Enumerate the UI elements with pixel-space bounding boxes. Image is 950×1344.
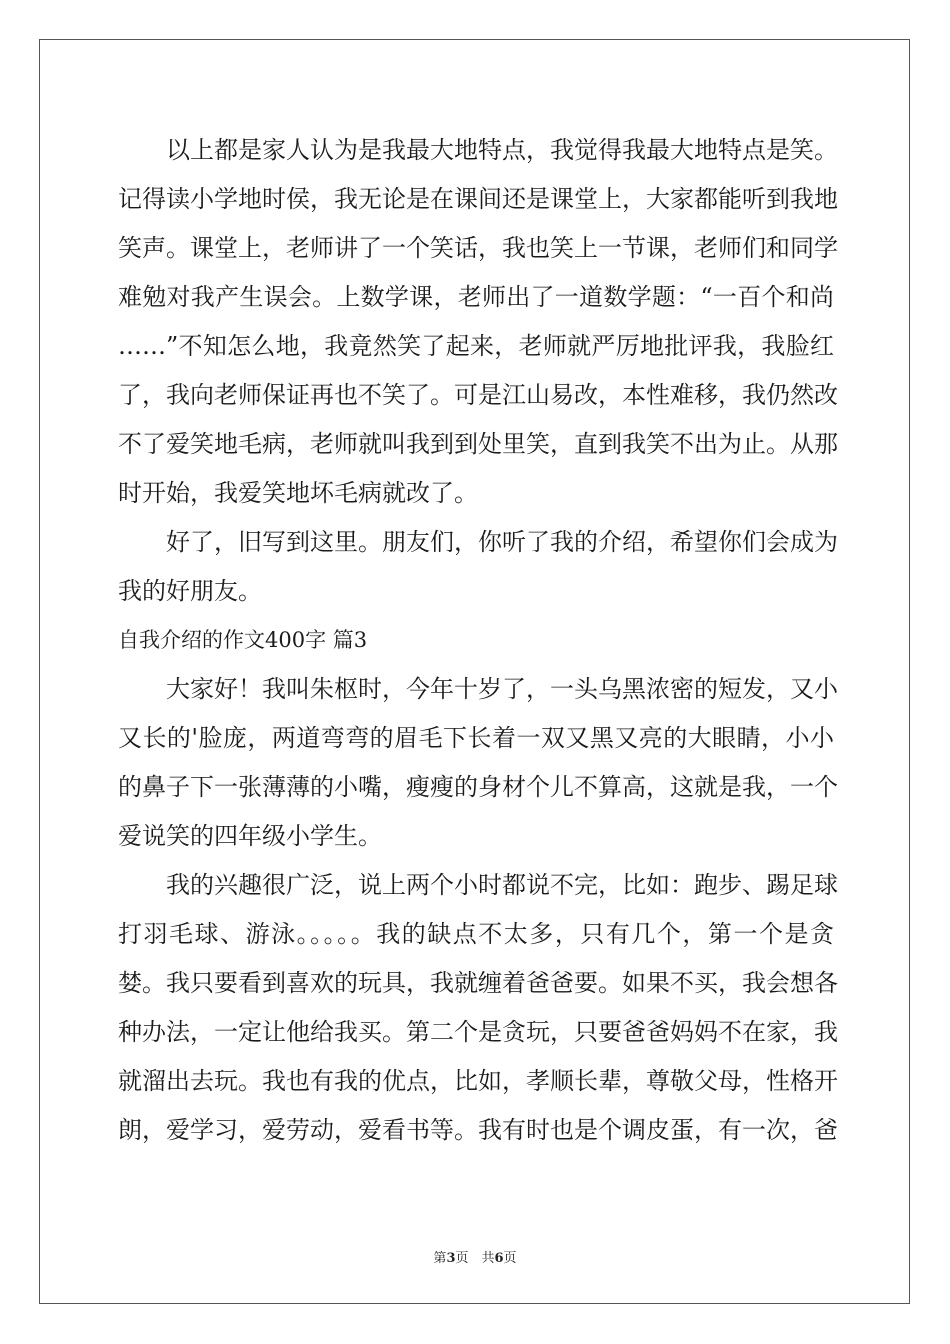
text-line: 朗，爱学习，爱劳动，爱看书等。我有时也是个调皮蛋，有一次，爸	[118, 1116, 838, 1144]
text-line: 又长的'脸庞，两道弯弯的眉毛下长着一双又黑又亮的大眼睛，小小	[118, 724, 834, 752]
text-line: 不了爱笑地毛病，老师就叫我到到处里笑，直到我笑不出为止。从那	[118, 430, 838, 458]
text-line: 的鼻子下一张薄薄的小嘴，瘦瘦的身材个儿不算高，这就是我，一个	[118, 773, 838, 801]
text-line: 种办法，一定让他给我买。第二个是贪玩，只要爸爸妈妈不在家，我	[118, 1018, 838, 1046]
page-suffix: 页	[503, 1251, 517, 1266]
text-line: 婪。我只要看到喜欢的玩具，我就缠着爸爸要。如果不买，我会想各	[118, 969, 838, 997]
text-line: 记得读小学地时侯，我无论是在课间还是课堂上，大家都能听到我地	[118, 185, 838, 213]
text-line: 好了，旧写到这里。朋友们，你听了我的介绍，希望你们会成为	[166, 528, 838, 556]
text-line: 以上都是家人认为是我最大地特点，我觉得我最大地特点是笑。	[166, 136, 838, 164]
text-line: ……”不知怎么地，我竟然笑了起来，老师就严厉地批评我，我脸红	[118, 332, 834, 360]
text-line: 大家好！我叫朱枢时，今年十岁了，一头乌黑浓密的短发，又小	[166, 675, 838, 703]
page-prefix: 第	[433, 1251, 447, 1266]
text-line: 笑声。课堂上，老师讲了一个笑话，我也笑上一节课，老师们和同学	[118, 234, 838, 262]
page-footer	[0, 1247, 950, 1266]
document-body	[118, 126, 838, 1155]
text-line: 难勉对我产生误会。上数学课，老师出了一道数学题：“一百个和尚	[118, 283, 834, 311]
page-mid: 页 共	[455, 1251, 495, 1266]
text-line: 我的好朋友。	[118, 577, 262, 605]
section-heading: 自我介绍的作文400字 篇3	[118, 628, 368, 652]
page-total: 6	[494, 1251, 504, 1266]
text-line: 了，我向老师保证再也不笑了。可是江山易改，本性难移，我仍然改	[118, 381, 838, 409]
text-line: 打羽毛球、游泳。。。。。我的缺点不太多，只有几个，第一个是贪	[118, 920, 834, 948]
text-line: 我的兴趣很广泛，说上两个小时都说不完，比如：跑步、踢足球	[166, 871, 838, 899]
page-current: 3	[446, 1251, 456, 1266]
text-line: 时开始，我爱笑地坏毛病就改了。	[118, 479, 478, 507]
text-line: 就溜出去玩。我也有我的优点，比如，孝顺长辈，尊敬父母，性格开	[118, 1067, 838, 1095]
text-line: 爱说笑的四年级小学生。	[118, 822, 382, 850]
